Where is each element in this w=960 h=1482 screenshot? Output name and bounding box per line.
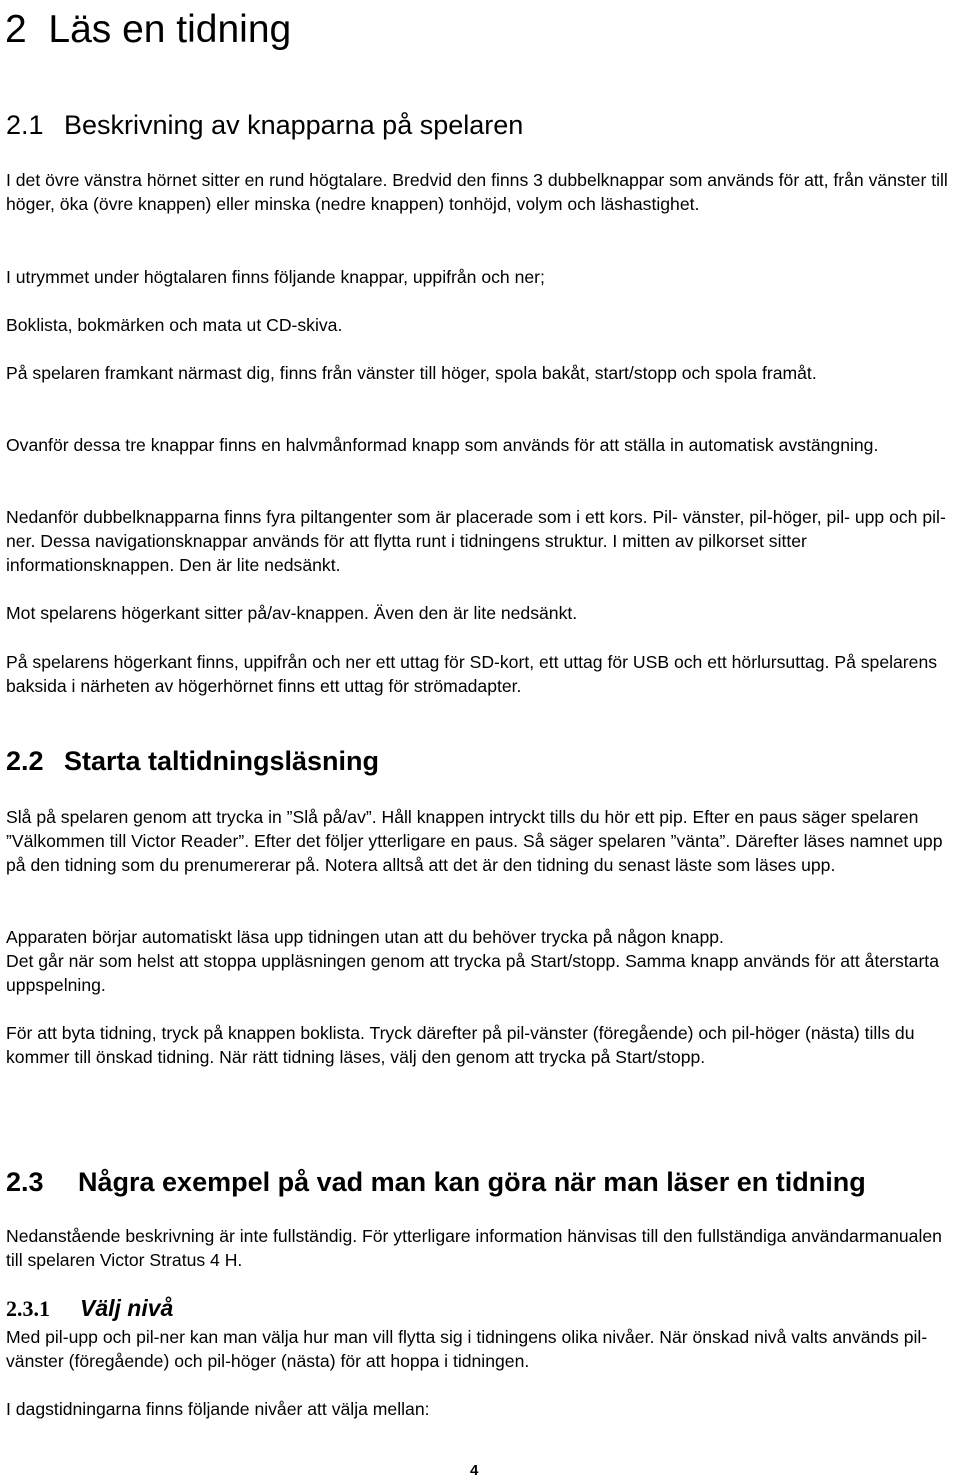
paragraph-speaker-buttons: I det övre vänstra hörnet sitter en rund högtalare. Bredvid den finns 3 dubbelknappar som används för att, från vänster till höger, öka (övre knappen) eller minska (nedre knappen) tonhöjd, volym och läshastighet. (6, 170, 948, 214)
section-heading-2-1 (6, 108, 523, 142)
chapter-title: Läs en tidning (48, 8, 292, 51)
section-title: Beskrivning av knapparna på spelaren (64, 110, 524, 140)
section-number: 2.1 (6, 110, 44, 140)
paragraph-stop-playback: Det går när som helst att stoppa uppläsningen genom att trycka på Start/stopp. Samma knapp används för att återstarta uppspelning. (6, 951, 939, 995)
section-title: Starta taltidningsläsning (64, 746, 380, 776)
subsection-heading-2-3-1 (6, 1295, 173, 1322)
paragraph-levels-intro: I dagstidningarna finns följande nivåer att välja mellan: (6, 1399, 430, 1419)
paragraph-sleep-button: Ovanför dessa tre knappar finns en halvmånformad knapp som används för att ställa in automatisk avstängning. (6, 435, 879, 455)
paragraph-autoplay: Apparaten börjar automatiskt läsa upp tidningen utan att du behöver trycka på någon knapp. (6, 927, 724, 947)
subsection-number: 2.3.1 (6, 1296, 50, 1321)
paragraph-booklist: Boklista, bokmärken och mata ut CD-skiva. (6, 315, 343, 335)
paragraph-choose-level: Med pil-upp och pil-ner kan man välja hur man vill flytta sig i tidningens olika nivåer. När önskad nivå valts används pil-vänster (föregående) och pil-höger (nästa) för att hoppa i tidningen. (6, 1327, 928, 1371)
paragraph-change-paper: För att byta tidning, tryck på knappen boklista. Tryck därefter på pil-vänster (föregående) och pil-höger (nästa) tills du kommer till önskad tidning. När rätt tidning läses, välj den genom att trycka på Start/stopp. (6, 1023, 915, 1067)
paragraph-description-note: Nedanstående beskrivning är inte fullständig. För ytterligare information hänvisas till den fullständiga användarmanualen till spelaren Victor Stratus 4 H. (6, 1226, 942, 1270)
paragraph-arrow-keys: Nedanför dubbelknapparna finns fyra piltangenter som är placerade som i ett kors. Pil- vänster, pil-höger, pil- upp och pil-ner. Dessa navigationsknappar används för att flytta runt i tidningens struktur. I mitten av pilkorset sitter informationsknappen. Den är lite nedsänkt. (6, 507, 946, 575)
chapter-heading (5, 6, 291, 54)
section-heading-2-2 (6, 744, 379, 778)
subsection-title: Välj nivå (80, 1295, 174, 1321)
paragraph-buttons-under-speaker: I utrymmet under högtalaren finns följande knappar, uppifrån och ner; (6, 267, 545, 287)
section-number: 2.3 (6, 1167, 44, 1197)
section-heading-2-3 (6, 1165, 866, 1199)
chapter-number: 2 (5, 8, 27, 51)
section-number: 2.2 (6, 746, 44, 776)
paragraph-power-on: Slå på spelaren genom att trycka in ”Slå på/av”. Håll knappen intryckt tills du hör ett pip. Efter en paus säger spelaren ”Välkommen till Victor Reader”. Efter det följer ytterligare en paus. Så säger spelaren ”vänta”. Därefter läses namnet upp på den tidning som du prenumererar på. Notera alltså att det är den tidning du senast läste som läses upp. (6, 807, 943, 875)
paragraph-power-button: Mot spelarens högerkant sitter på/av-knappen. Även den är lite nedsänkt. (6, 603, 578, 623)
paragraph-front-edge: På spelaren framkant närmast dig, finns från vänster till höger, spola bakåt, start/stopp och spola framåt. (6, 363, 817, 383)
section-title: Några exempel på vad man kan göra när man läser en tidning (78, 1167, 866, 1197)
page-number: 4 (470, 1462, 479, 1479)
paragraph-connectors: På spelarens högerkant finns, uppifrån och ner ett uttag för SD-kort, ett uttag för USB och ett hörlursuttag. På spelarens baksida i närheten av högerhörnet finns ett uttag för strömadapter. (6, 652, 938, 696)
